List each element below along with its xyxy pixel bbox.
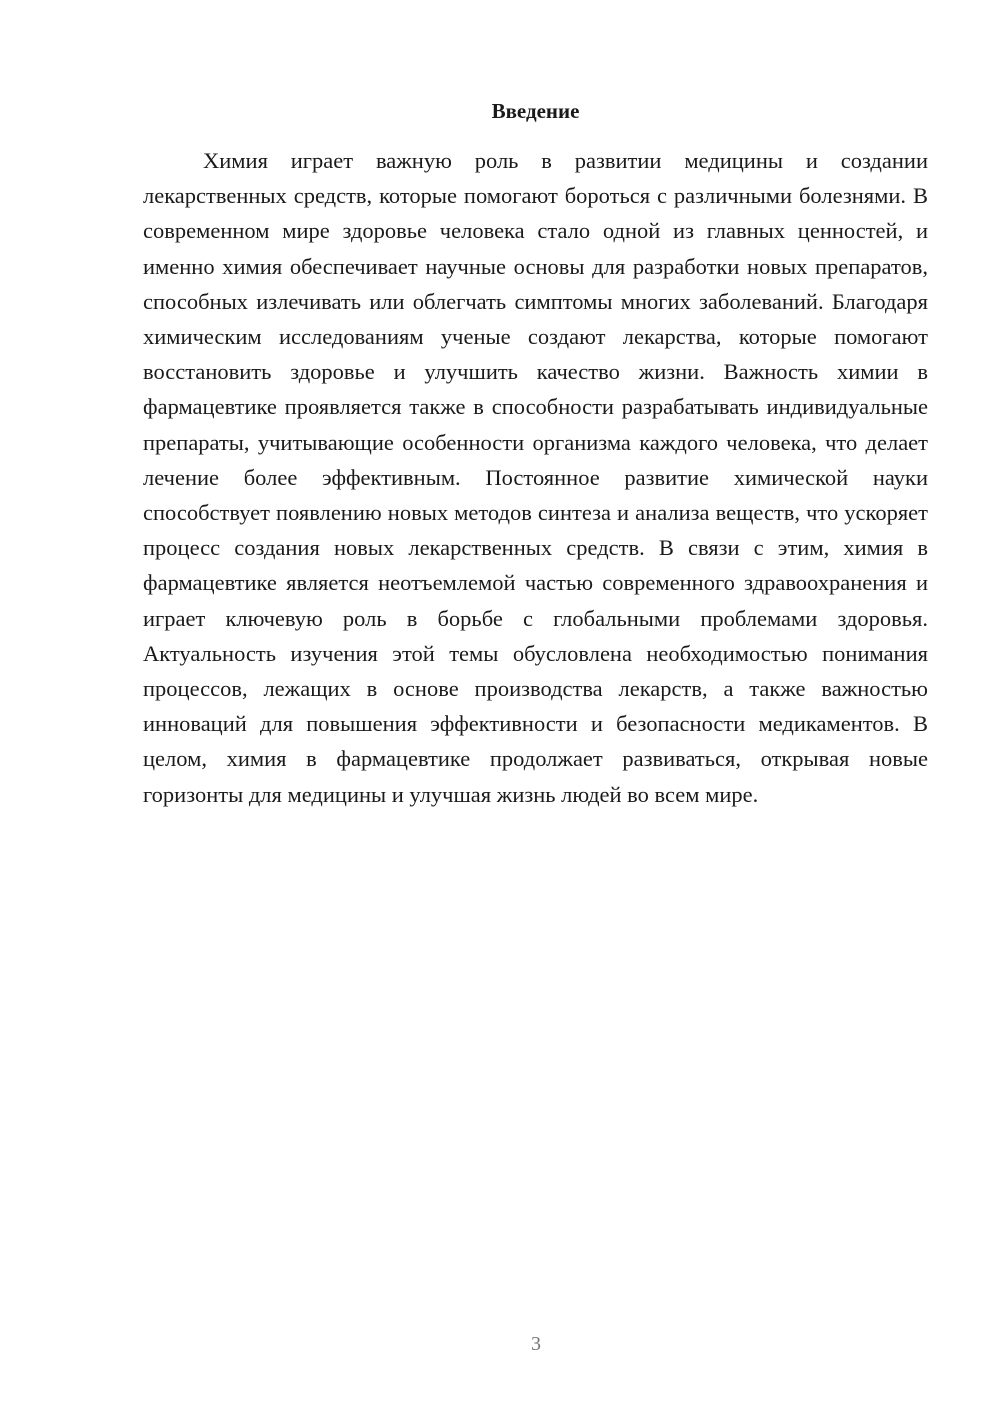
page-number: 3 (531, 1333, 541, 1355)
section-heading: Введение (491, 99, 580, 123)
body-paragraph: Химия играет важную роль в развитии медицины и создании лекарственных средств, которые помогают бороться с различными болезнями. В современном мире здоровье человека стало одной из главных ценностей, и именно химия обеспечивает научные основы для разработки новых препаратов, способных излечивать или облегчать симптомы многих заболеваний. Благодаря химическим исследованиям ученые создают лекарства, которые помогают восстановить здоровье и улучшить качество жизни. Важность химии в фармацевтике проявляется также в способности разрабатывать индивидуальные препараты, учитывающие особенности организма каждого человека, что делает лечение более эффективным. Постоянное развитие химической науки способствует появлению новых методов синтеза и анализа веществ, что ускоряет процесс создания новых лекарственных средств. В связи с этим, химия в фармацевтике является неотъемлемой частью современного здравоохранения и играет ключевую роль в борьбе с глобальными проблемами здоровья. Актуальность изучения этой темы обусловлена необходимостью понимания процессов, лежащих в основе производства лекарств, а также важностью инноваций для повышения эффективности и безопасности медикаментов. В целом, химия в фармацевтике продолжает развиваться, открывая новые горизонты для медицины и улучшая жизнь людей во всем мире. (143, 148, 928, 807)
